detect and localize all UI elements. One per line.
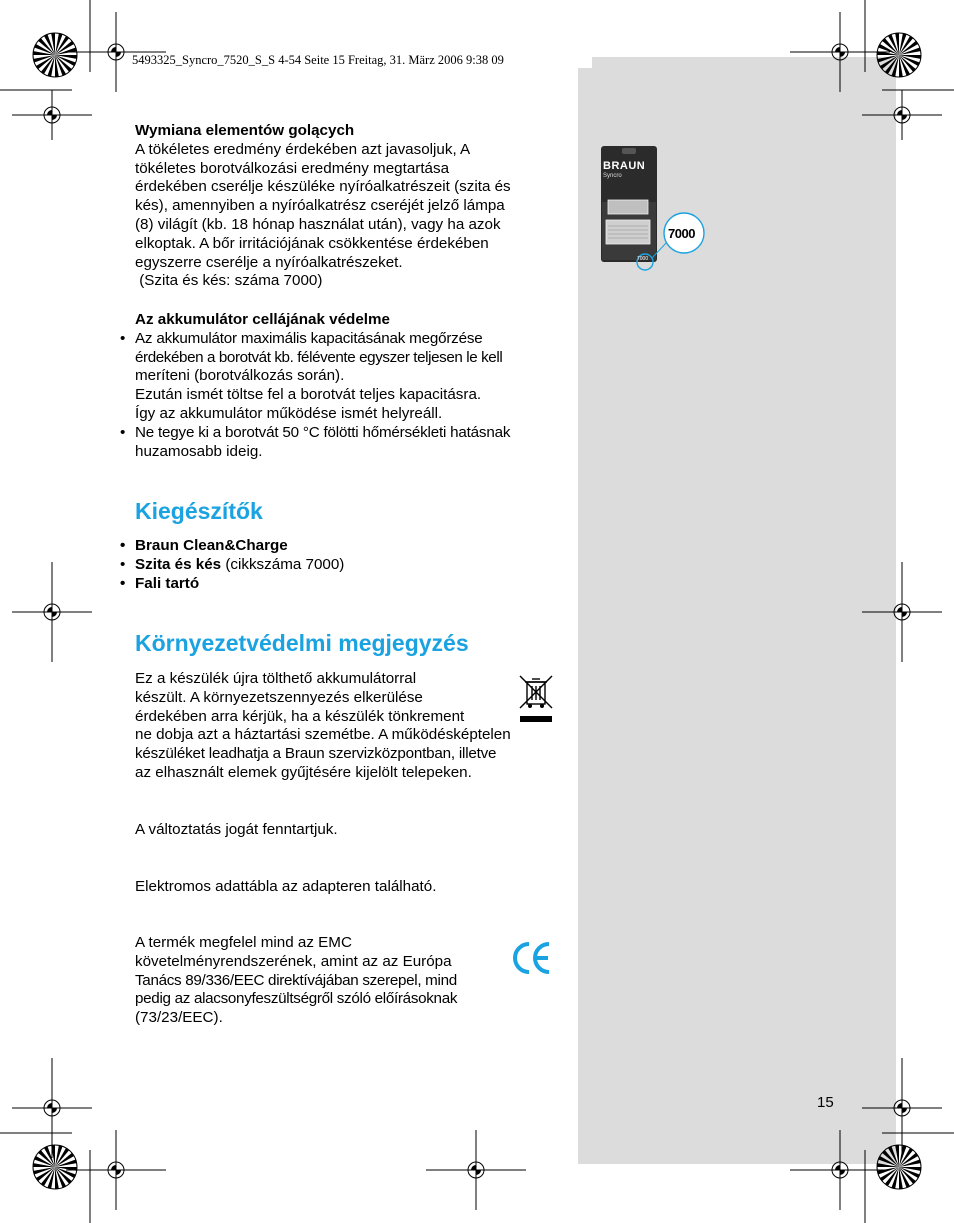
package-code-label: 7000 [637, 256, 649, 262]
replacement-line: kés), amennyiben a nyíróalkatrész cseréjét jelző lámpa [135, 197, 505, 215]
rights-text: A változtatás jogát fenntartjuk. [135, 821, 338, 838]
replacement-line: érdekében cserélje készüléke nyíróalkatrészeit (szita és [135, 178, 511, 196]
battery-line: • Az akkumulátor maximális kapacitásának megőrzése [135, 329, 483, 347]
battery-line: érdekében a borotvát kb. félévente egyszer teljesen le kell [135, 348, 503, 366]
replacement-line: egyszerre cserélje a nyíróalkatrészeket. [135, 253, 403, 271]
battery-line: huzamosabb ideig. [135, 442, 263, 460]
part-number-callout: 7000 [668, 226, 695, 241]
environment-line: érdekében arra kérjük, ha a készülék tönkrement [135, 707, 465, 725]
emc-line: pedig az alacsonyfeszültségről szóló előírásoknak [135, 990, 458, 1008]
battery-line: meríteni (borotválkozás során). [135, 367, 345, 385]
replacement-line: (8) világít (kb. 18 hónap használat után), vagy ha azok [135, 215, 501, 233]
accessory-item-detail: (cikkszáma 7000) [221, 555, 345, 573]
environment-line: készült. A környezetszennyezés elkerülése [135, 688, 423, 706]
environment-line: készüléket leadhatja a Braun szervizközpontban, illetve [135, 745, 497, 763]
emc-line: (73/23/EEC). [135, 1009, 223, 1027]
page-number: 15 [817, 1094, 834, 1111]
accessories-heading: Kiegészítők [135, 498, 263, 524]
package-brand-logo: BRAUN [603, 160, 646, 172]
replacement-line: elkoptak. A bőr irritációjának csökkentése érdekében [135, 234, 489, 252]
emc-line: Tanács 89/336/EEC direktívájában szerepel, mind [135, 971, 457, 989]
environment-line: ne dobja azt a háztartási szemétbe. A működésképtelen [135, 726, 511, 744]
rating-plate-text: Elektromos adattábla az adapteren található. [135, 878, 437, 895]
replacement-line: A tökéletes eredmény érdekében azt javasoljuk, A [135, 140, 471, 158]
print-slug: 5493325_Syncro_7520_S_S 4-54 Seite 15 Freitag, 31. März 2006 9:38 09 [130, 52, 592, 68]
replacement-line: (Szita és kés: száma 7000) [135, 272, 323, 290]
replacement-heading: Wymiana elementów golących [135, 122, 355, 139]
environment-heading: Környezetvédelmi megjegyzés [135, 630, 469, 656]
accessory-item: • Braun Clean&Charge [135, 537, 555, 556]
emc-line: A termék megfelel mind az EMC [135, 934, 352, 951]
package-series-label: Syncro [603, 173, 622, 179]
battery-line: Így az akkumulátor működése ismét helyreáll. [135, 404, 443, 422]
battery-line: Ezután ismét töltse fel a borotvát teljes kapacitásra. [135, 386, 482, 404]
replacement-line: tökéletes borotválkozási eredmény megtartása [135, 159, 450, 177]
battery-line: • Ne tegye ki a borotvát 50 °C fölötti hőmérsékleti hatásnak [135, 423, 511, 441]
accessory-item-name: Szita és kés [135, 555, 222, 573]
environment-line: az elhasznált elemek gyűjtésére kijelölt telepeken. [135, 763, 472, 781]
accessory-item: • Fali tartó [135, 575, 555, 594]
battery-heading: Az akkumulátor cellájának védelme [135, 311, 390, 328]
environment-line: Ez a készülék újra tölthető akkumulátorral [135, 670, 417, 687]
emc-line: követelményrendszerének, amint az az Európa [135, 952, 452, 970]
